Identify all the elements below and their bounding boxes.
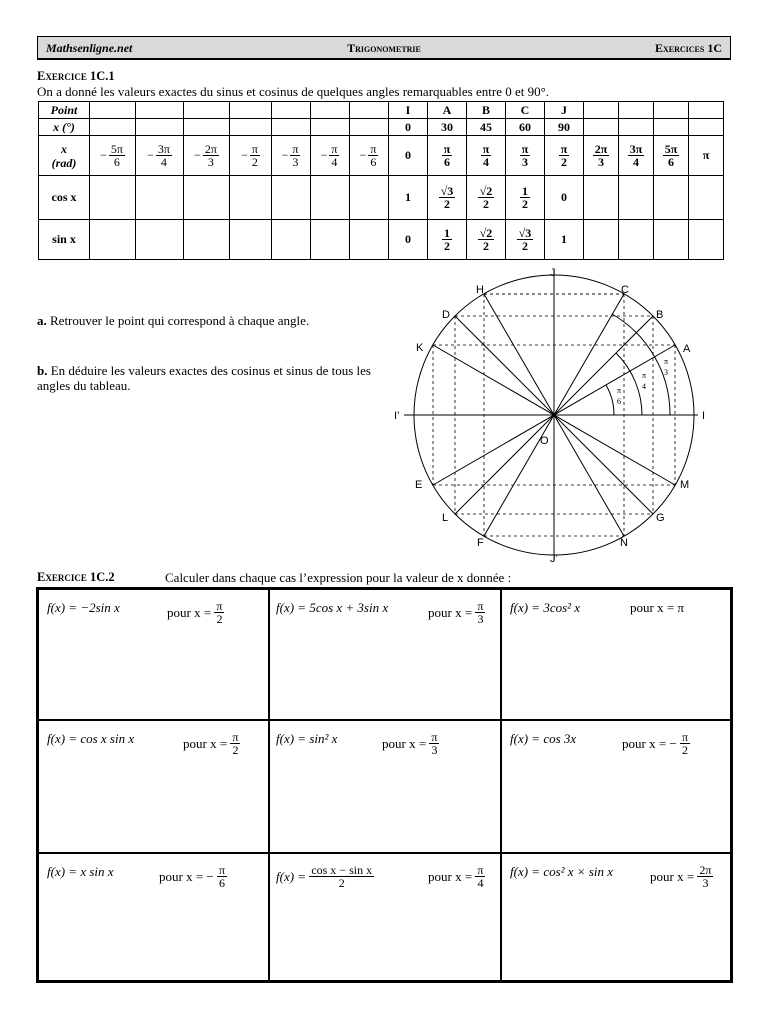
- deg-30: 30: [428, 119, 467, 136]
- svg-text:3: 3: [664, 368, 668, 377]
- svg-text:4: 4: [642, 382, 646, 391]
- svg-text:6: 6: [617, 397, 621, 406]
- svg-text:J’: J’: [550, 553, 558, 565]
- point-I: I: [389, 102, 428, 119]
- exercise-cell-3: f(x) = 3cos² x pour x = π: [501, 589, 731, 720]
- exercise-1-intro: On a donné les valeurs exactes du sinus et cosinus de quelques angles remarquables entre 0 et 90°.: [37, 84, 550, 99]
- exercise-cell-2: f(x) = 5cos x + 3sin x pour x = $\frac{\pi}{3}$: [269, 589, 501, 720]
- svg-text:E: E: [415, 479, 423, 491]
- svg-text:F: F: [477, 537, 484, 549]
- point-B: B: [467, 102, 506, 119]
- exercise-cell-1: f(x) = −2sin x pour x = $\frac{\pi}{2}$: [38, 589, 269, 720]
- svg-text:O: O: [540, 435, 549, 447]
- row-header-point: Point: [39, 102, 90, 119]
- row-header-xrad: x (rad): [39, 136, 90, 176]
- svg-text:D: D: [442, 309, 450, 321]
- svg-text:C: C: [621, 284, 629, 296]
- point-J: J: [545, 102, 584, 119]
- exercise-cell-4: f(x) = cos x sin x pour x = $\frac{\pi}{2}$: [38, 720, 269, 853]
- row-header-sin: sin x: [39, 220, 90, 260]
- rad-pi: π: [689, 136, 724, 176]
- svg-text:I: I: [702, 410, 706, 422]
- page-header: [37, 36, 731, 60]
- exercise-2-title: Exercice 1C.2: [37, 570, 115, 584]
- svg-text:K: K: [416, 342, 424, 354]
- trig-table: Point I A B C J x (°) 0 30 45 60 90 x (rad) − $\frac{5\pi}{6}$ − $\frac{3\pi}{4}$ − $\frac{2\pi}{3}$ − $\frac{\pi}{2}$ − $\frac{\pi}{3}$ − $\frac{\pi}{4}$ − $\frac{\pi}{6}$ 0 $\frac{\pi}{6}$ $\frac{\pi}{4}$ $\frac{\pi}{3}$ $\frac{\pi}{2}$ $\frac{2\pi}{3}$ $\frac{3\pi}{4}$ $\frac{5\pi}{6}$ π cos x 1 $\frac{√3}{2}$ $\frac{√2}{2}$ $\frac{1}{2}$ 0 sin x 0 $\frac{1}{2}$ $\frac{√2}{2}$ $\frac{√3}{2}$ 1: [38, 101, 724, 260]
- svg-text:N: N: [620, 537, 628, 549]
- row-header-xdeg: x (°): [39, 119, 90, 136]
- site-name: Mathsenligne.net: [46, 41, 133, 55]
- point-A: A: [428, 102, 467, 119]
- svg-text:π: π: [664, 357, 669, 366]
- exercise-set: Exercices 1C: [654, 41, 722, 55]
- svg-text:π: π: [617, 386, 622, 395]
- exercise-1-title: Exercice 1C.1: [37, 69, 115, 83]
- svg-text:J: J: [550, 267, 556, 279]
- exercise-cell-9: f(x) = cos² x × sin x pour x = $\frac{2\pi}{3}$: [501, 853, 731, 981]
- deg-45: 45: [467, 119, 506, 136]
- svg-text:L: L: [442, 512, 449, 524]
- svg-text:H: H: [476, 284, 484, 296]
- exercise-2-instruction: Calculer dans chaque cas l’expression pour la valeur de x donnée :: [165, 570, 512, 585]
- point-C: C: [506, 102, 545, 119]
- row-header-cos: cos x: [39, 176, 90, 220]
- exercise-2-grid: [36, 587, 733, 983]
- svg-text:B: B: [656, 309, 664, 321]
- deg-90: 90: [545, 119, 584, 136]
- deg-0: 0: [389, 119, 428, 136]
- rad-zero: 0: [389, 136, 428, 176]
- svg-text:A: A: [683, 343, 691, 355]
- question-b: b. En déduire les valeurs exactes des cosinus et sinus de tous les angles du tableau.: [37, 363, 371, 393]
- trig-circle-diagram: [380, 262, 720, 567]
- exercise-cell-5: f(x) = sin² x pour x = $\frac{\pi}{3}$: [269, 720, 501, 853]
- exercise-cell-6: f(x) = cos 3x pour x = − $\frac{\pi}{2}$: [501, 720, 731, 853]
- svg-text:I’: I’: [394, 410, 400, 422]
- question-a: a. Retrouver le point qui correspond à chaque angle.: [37, 313, 310, 328]
- deg-60: 60: [506, 119, 545, 136]
- svg-text:π: π: [642, 371, 647, 380]
- exercise-cell-8: f(x) = $\frac{\text{cos x − sin x}}{2}$ pour x = $\frac{\pi}{4}$: [269, 853, 501, 981]
- exercise-cell-7: f(x) = x sin x pour x = − $\frac{\pi}{6}$: [38, 853, 269, 981]
- svg-text:G: G: [656, 512, 665, 524]
- page-title: Trigonometrie: [347, 41, 421, 55]
- svg-text:M: M: [680, 479, 690, 491]
